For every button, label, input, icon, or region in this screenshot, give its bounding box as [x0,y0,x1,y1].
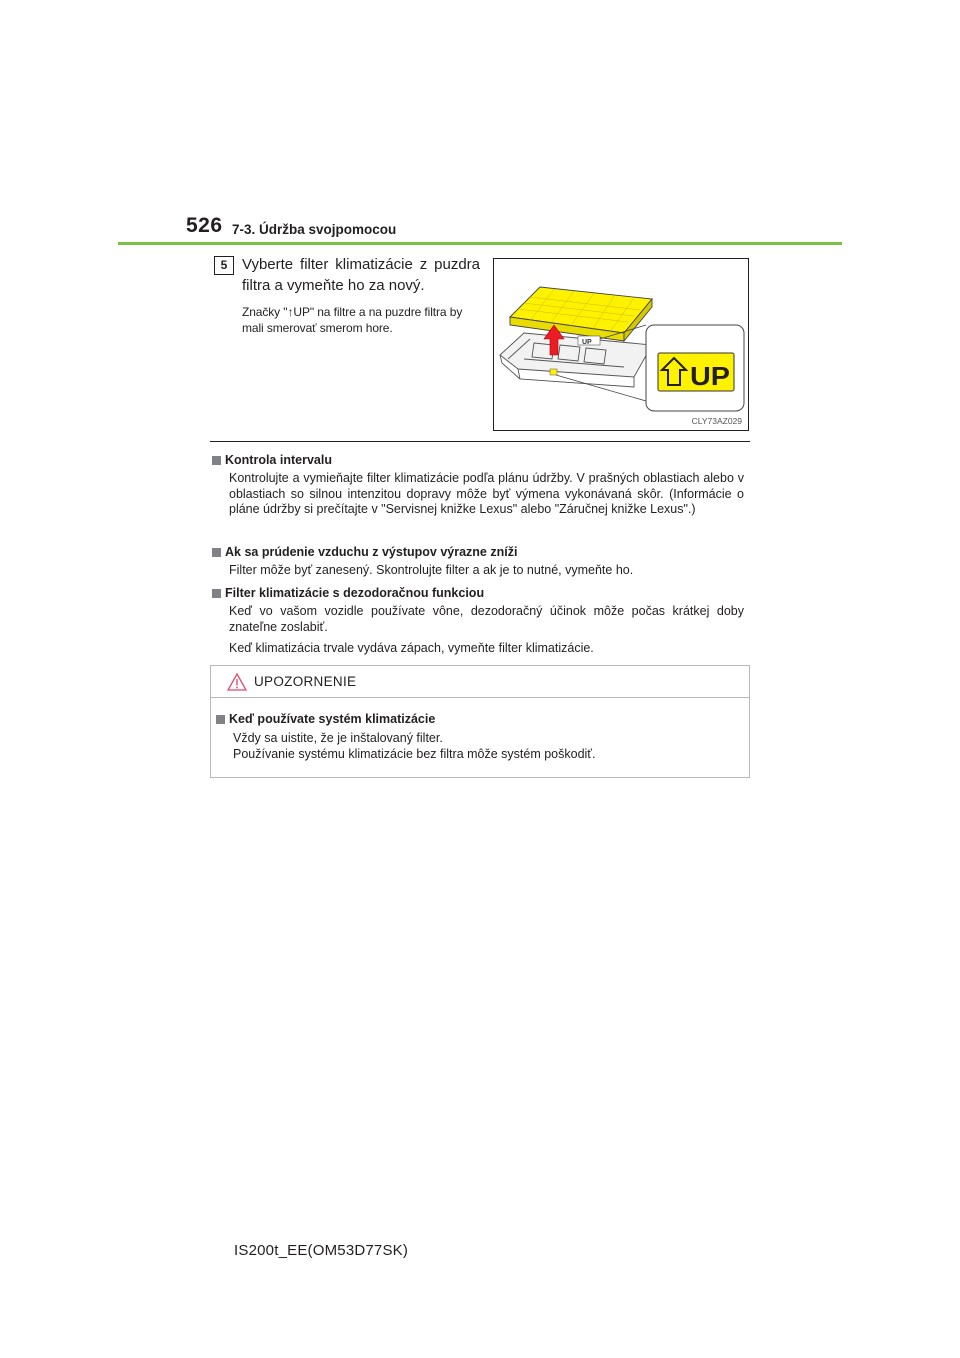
info-body [229,563,744,579]
caution-box [210,665,750,778]
square-bullet-icon [212,548,221,557]
caution-item-heading [216,711,736,727]
caution-line: Vždy sa uistite, že je inštalovaný filter. [233,731,443,745]
square-bullet-icon [216,715,225,724]
footer-model-code: IS200t_EE(OM53D77SK) [234,1242,409,1259]
figure-code: CLY73AZ029 [691,416,742,426]
section-divider [210,441,750,442]
caution-body [216,711,736,762]
caution-item-title: Keď používate systém klimatizácie [229,712,436,726]
caution-header [211,666,749,698]
step-note: Značky "↑UP" na filtre a na puzdre filtra by mali smerovať smerom hore. [242,305,463,335]
page-number: 526 [186,214,223,237]
warning-triangle-icon [227,673,247,691]
tray-marker [550,369,557,375]
caution-title: UPOZORNENIE [254,674,357,689]
info-heading-text: Ak sa prúdenie vzduchu z výstupov výrazne zníži [225,545,518,559]
info-paragraph: Filter môže byť zanesený. Skontrolujte filter a ak je to nutné, vymeňte ho. [229,563,634,577]
info-item-interval [212,452,744,524]
step-instruction: Vyberte filter klimatizácie z puzdra filtra a vymeňte ho za nový. [242,256,480,294]
header-rule [118,242,842,245]
filter-housing [500,333,652,387]
info-heading [212,544,744,560]
info-heading-text: Kontrola intervalu [225,453,332,467]
info-paragraph: Keď vo vašom vozidle používate vône, dezodoračný účinok môže počas krátkej doby znateľne zoslabiť. [229,604,744,634]
section-title: 7-3. Údržba svojpomocou [232,222,397,237]
info-heading-text: Filter klimatizácie s dezodoračnou funkciou [225,586,485,600]
filter-illustration-svg [494,259,750,432]
info-paragraph: Keď klimatizácia trvale vydáva zápach, vymeňte filter klimatizácie. [229,641,594,655]
step-number-badge: 5 [214,256,234,275]
caution-line: Používanie systému klimatizácie bez filtra môže systém poškodiť. [233,747,596,761]
cabin-filter [510,287,652,341]
info-body [229,471,744,518]
info-body [229,604,744,657]
filter-illustration [493,258,749,431]
info-item-deodorizing [212,585,744,663]
info-item-airflow [212,544,744,585]
square-bullet-icon [212,589,221,598]
up-mark-small-text: UP [582,339,592,346]
caution-item-body [233,730,736,762]
info-heading [212,585,744,601]
info-heading [212,452,744,468]
info-paragraph: Kontrolujte a vymieňajte filter klimatizácie podľa plánu údržby. V prašných oblastiach alebo v oblastiach so silnou intenzitou dopravy môže byť výmena vykonávaná skôr. (Informácie o pláne údržby si prečítajte v "Servisnej knižke Lexus" alebo "Záručnej knižke Lexus".) [229,471,744,516]
up-badge-text: UP [690,361,730,391]
square-bullet-icon [212,456,221,465]
